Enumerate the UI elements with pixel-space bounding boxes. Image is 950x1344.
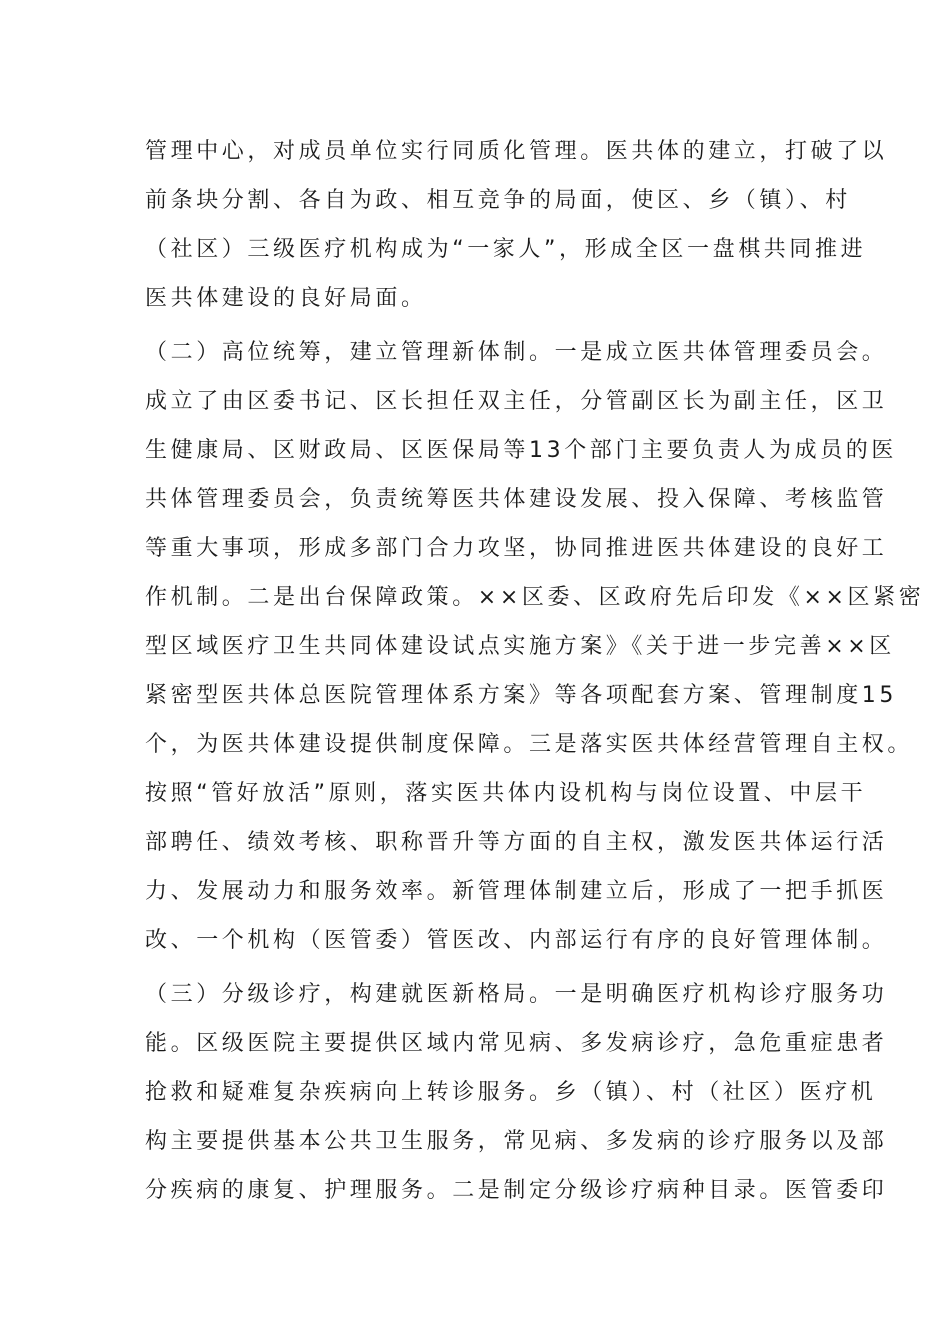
text-line: 抢救和疑难复杂疾病向上转诊服务。乡（镇）、村（社区）医疗机 — [145, 1080, 877, 1105]
text-line: 力、发展动力和服务效率。新管理体制建立后，形成了一把手抓医 — [145, 879, 888, 904]
text-line: 前条块分割、各自为政、相互竞争的局面，使区、乡（镇）、村 — [145, 188, 851, 213]
text-line: 作机制。二是出台保障政策。××区委、区政府先后印发《××区紧密 — [145, 585, 925, 610]
text-line: 型区域医疗卫生共同体建设试点实施方案》《关于进一步完善××区 — [145, 634, 895, 659]
text-line: 部聘任、绩效考核、职称晋升等方面的自主权，激发医共体运行活 — [145, 830, 888, 855]
text-line: 医共体建设的良好局面。 — [145, 286, 427, 311]
text-line: 紧密型医共体总医院管理体系方案》等各项配套方案、管理制度15 — [145, 683, 897, 708]
text-line: 共体管理委员会，负责统筹医共体建设发展、投入保障、考核监管 — [145, 487, 888, 512]
section-heading-line: （三）分级诊疗，构建就医新格局。一是明确医疗机构诊疗服务功 — [145, 982, 888, 1007]
text-line: 成立了由区委书记、区长担任双主任，分管副区长为副主任，区卫 — [145, 389, 888, 414]
text-line: 能。区级医院主要提供区域内常见病、多发病诊疗，急危重症患者 — [145, 1031, 888, 1056]
text-line: 个，为医共体建设提供制度保障。三是落实医共体经营管理自主权。 — [145, 732, 914, 757]
text-line: 改、一个机构（医管委）管医改、内部运行有序的良好管理体制。 — [145, 928, 888, 953]
text-line: 管理中心，对成员单位实行同质化管理。医共体的建立，打破了以 — [145, 139, 888, 164]
text-line: （社区）三级医疗机构成为“一家人”，形成全区一盘棋共同推进 — [145, 237, 867, 262]
text-line: 分疾病的康复、护理服务。二是制定分级诊疗病种目录。医管委印 — [145, 1178, 888, 1203]
text-line: 生健康局、区财政局、区医保局等13个部门主要负责人为成员的医 — [145, 438, 897, 463]
section-heading-line: （二）高位统筹，建立管理新体制。一是成立医共体管理委员会。 — [145, 340, 888, 365]
text-line: 按照“管好放活”原则，落实医共体内设机构与岗位设置、中层干 — [145, 781, 867, 806]
text-line: 等重大事项，形成多部门合力攻坚，协同推进医共体建设的良好工 — [145, 536, 888, 561]
text-line: 构主要提供基本公共卫生服务，常见病、多发病的诊疗服务以及部 — [145, 1129, 888, 1154]
